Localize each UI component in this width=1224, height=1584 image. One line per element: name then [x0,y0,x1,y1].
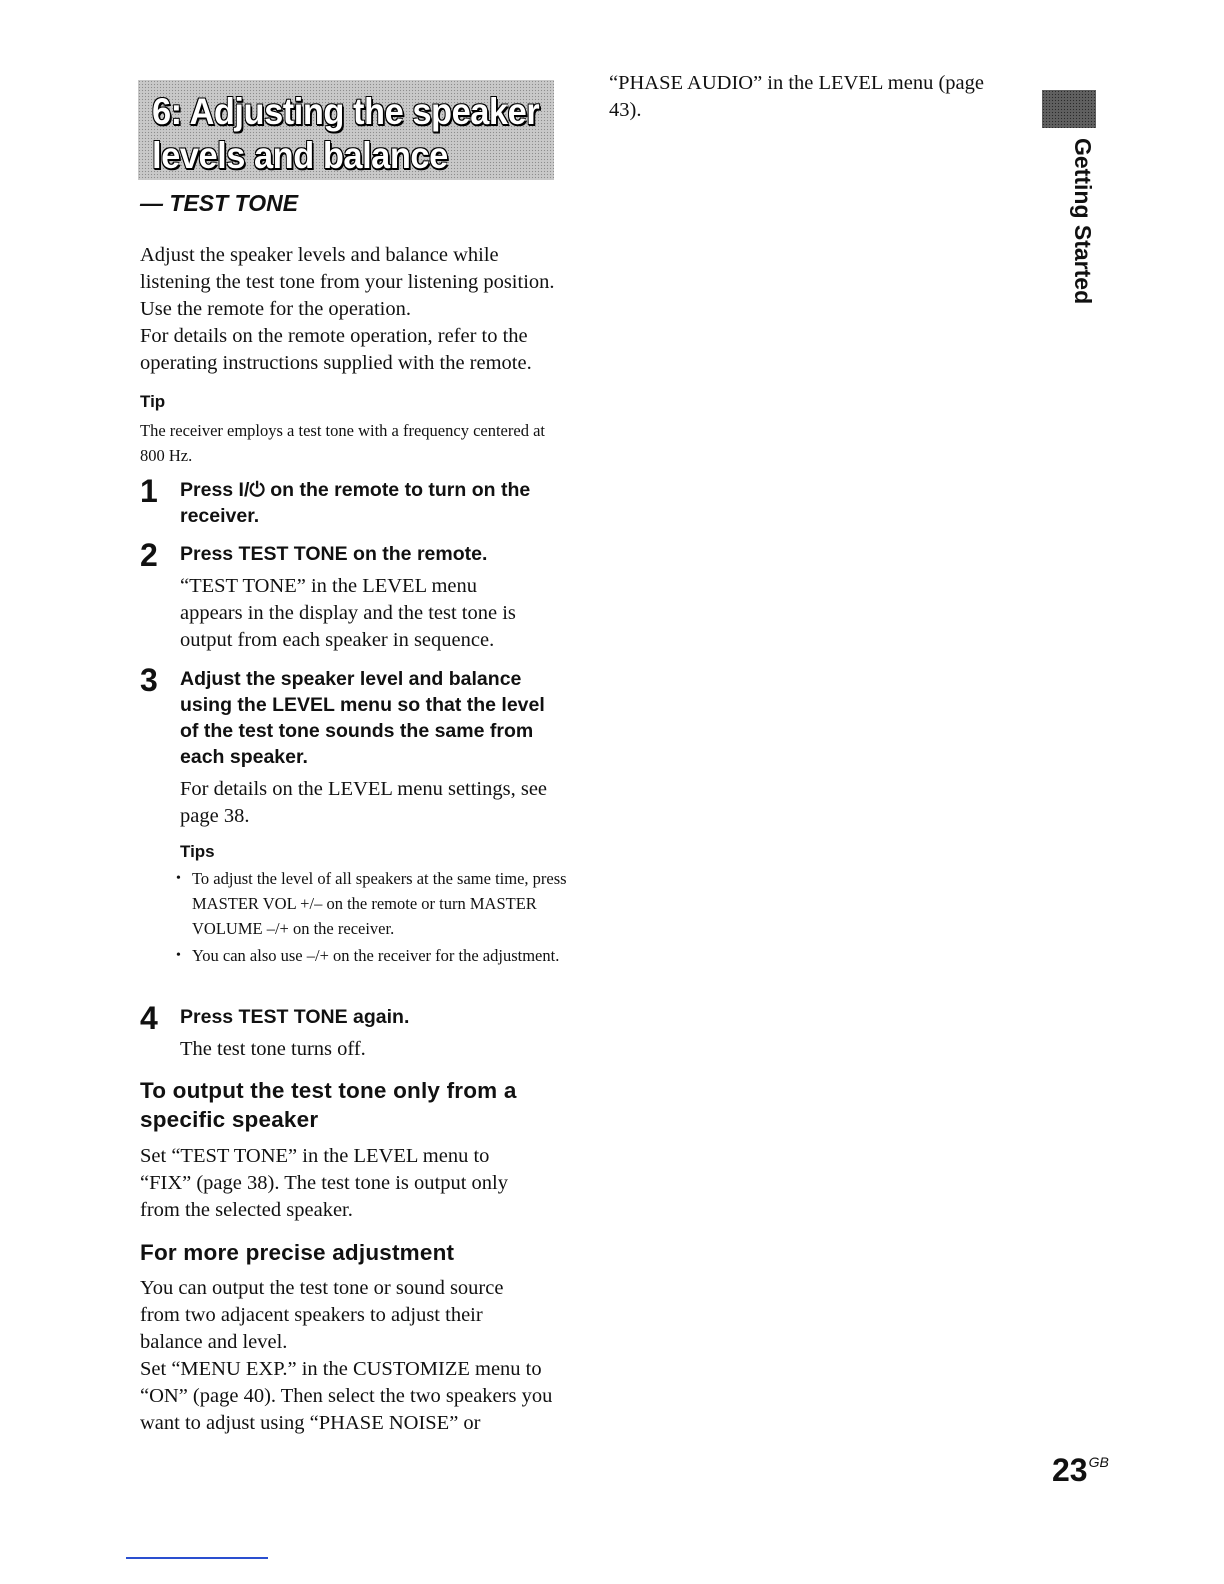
section-2-paragraph-2: Set “MENU EXP.” in the CUSTOMIZE menu to “ON” (page 40). Then select the two speakers you want to adjust using “PHASE NOISE” or [140,1358,553,1434]
tip-title: Tip [140,392,166,411]
tips-title: Tips [180,842,215,861]
tips-list [180,866,570,968]
step-number: 4 [140,1000,158,1036]
step-body: For details on the LEVEL menu settings, see page 38. [180,778,548,827]
tips-block [180,842,570,970]
step-heading: Press I/⏻ on the remote to turn on the receiver. [180,479,531,527]
title-line-2: levels and balance [152,135,448,176]
section-tab-marker [1042,90,1096,128]
step-number: 2 [140,537,158,573]
title-banner [138,80,554,180]
step-body: “TEST TONE” in the LEVEL menu appears in the display and the test tone is output from each speaker in sequence. [180,575,516,651]
title-line-1: 6: Adjusting the speaker [152,91,540,132]
intro-paragraph-2: For details on the remote operation, refer to the operating instructions supplied with the remote. [140,325,532,374]
section-tab-label: Getting Started [1070,138,1096,305]
section-body-specific-speaker [140,1143,540,1224]
subtitle: — TEST TONE [140,190,299,216]
step-number: 3 [140,662,158,698]
section-body-precise-adjustment [140,1275,560,1437]
page-number-value: 23 [1052,1452,1088,1488]
bottom-rule [126,1557,268,1559]
intro [140,242,560,377]
section-heading-precise-adjustment: For more precise adjustment [140,1240,455,1265]
right-column-text: “PHASE AUDIO” in the LEVEL menu (page 43). [609,72,984,121]
step-4 [140,1000,570,1063]
step-3 [140,662,570,830]
page-number [1052,1452,1108,1489]
step-heading: Adjust the speaker level and balance using the LEVEL menu so that the level of the test tone sounds the same from each speaker. [180,668,545,768]
tips-list-item: • To adjust the level of all speakers at the same time, press MASTER VOL +/– on the remote or turn MASTER VOLUME –/+ on the receiver. [180,866,570,941]
tips-list-item: • You can also use –/+ on the receiver for the adjustment. [180,943,570,968]
step-heading: Press TEST TONE on the remote. [180,543,488,565]
section-heading-specific-speaker: To output the test tone only from a specific speaker [140,1078,517,1132]
tip-block [140,392,560,468]
step-2 [140,537,570,654]
step-number: 1 [140,473,158,509]
page-number-suffix: GB [1088,1454,1109,1470]
step-heading: Press TEST TONE again. [180,1006,410,1028]
step-body: The test tone turns off. [180,1038,366,1060]
intro-paragraph-1: Adjust the speaker levels and balance while listening the test tone from your listening position. Use the remote for the operation. [140,244,555,320]
section-2-paragraph-1: You can output the test tone or sound source from two adjacent speakers to adjust their balance and level. [140,1277,504,1353]
step-1 [140,473,570,529]
tip-text: The receiver employs a test tone with a frequency centered at 800 Hz. [140,421,545,465]
section-1-paragraph: Set “TEST TONE” in the LEVEL menu to “FIX” (page 38). The test tone is output only from the selected speaker. [140,1145,508,1221]
